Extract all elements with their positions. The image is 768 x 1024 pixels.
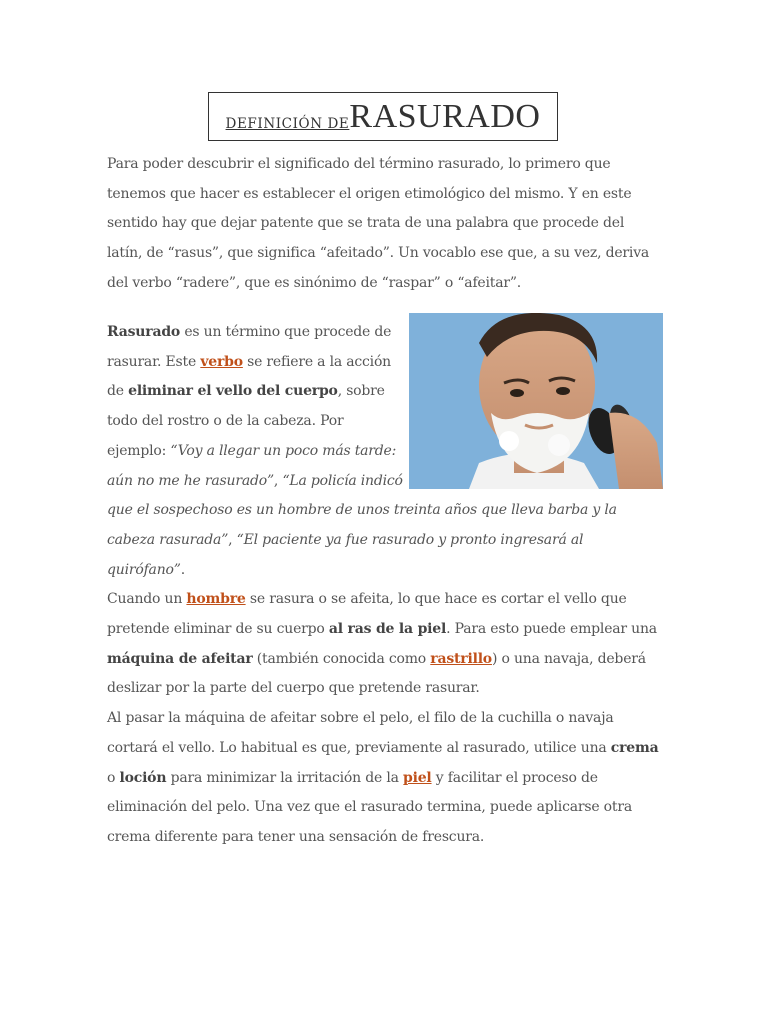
example-quote-1: “Voy a llegar un poco más tarde: aún no me he rasurado” [107,442,397,489]
bold-al-ras: al ras de la piel [328,621,447,638]
link-hombre[interactable]: hombre [186,591,246,608]
page-title [208,92,558,141]
paragraph-etymology: Para poder descubrir el significado del término rasurado, lo primero que tenemos que hacer es establecer el origen etimológico del mismo. Y en este sentido hay que dejar patente que se trata de una palabra que procede del latín, de “rasus”, que significa “afeitado”. Un vocablo ese que, a su vez, deriva del verbo “radere”, que es sinónimo de “raspar” o “afeitar”. [107,156,650,291]
text-span: o [107,769,120,786]
example-quote-2: “La policía indicó que el sospechoso es un hombre de unos treinta años que lleva barba y la cabeza rasurada” [107,472,617,548]
link-rastrillo[interactable]: rastrillo [430,650,492,667]
text-span: , [273,472,283,489]
text-span: ) o una navaja, deberá deslizar por la parte del cuerpo que pretende rasurar. [107,650,646,697]
text-span: Cuando un [107,591,187,608]
text-span: (también conocida como [252,650,431,667]
text-span: es un término que procede de rasurar. Este [107,324,392,370]
text-span: se rasura o se afeita, lo que hace es cortar el vello que pretende eliminar de su cuerpo [107,591,627,638]
text-span: , [228,531,237,548]
text-span: . Para esto puede emplear una [446,621,657,638]
example-quote-3: “El paciente ya fue rasurado y pronto ingresará al quirófano” [107,531,584,578]
paragraph-definition [107,318,663,853]
bold-eliminar-vello: eliminar el vello del cuerpo [128,383,338,400]
text-span: . [180,561,185,578]
text-span: se refiere a la acción de [107,353,392,400]
title-main: RASURADO [349,98,541,135]
shaving-man-illustration [409,313,663,489]
bold-crema: crema [610,739,659,756]
link-verbo[interactable]: verbo [200,353,243,370]
text-span: y facilitar el proceso de eliminación del pelo. Una vez que el rasurado termina, puede aplicarse otra crema diferente para tener una sensación de frescura. [107,769,632,845]
term-rasurado: Rasurado [107,324,181,340]
text-span: , sobre todo del rostro o de la cabeza. Por ejemplo: [107,383,385,459]
bold-locion: loción [119,769,167,786]
bold-maquina: máquina de afeitar [107,650,253,667]
link-piel[interactable]: piel [403,769,432,786]
text-span: para minimizar la irritación de la [166,769,403,786]
title-prefix: DEFINICIÓN DE [225,116,350,132]
shaving-man-photo [409,313,663,489]
text-span: Al pasar la máquina de afeitar sobre el pelo, el filo de la cuchilla o navaja cortará el vello. Lo habitual es que, previamente al rasurado, utilice una [107,710,614,756]
